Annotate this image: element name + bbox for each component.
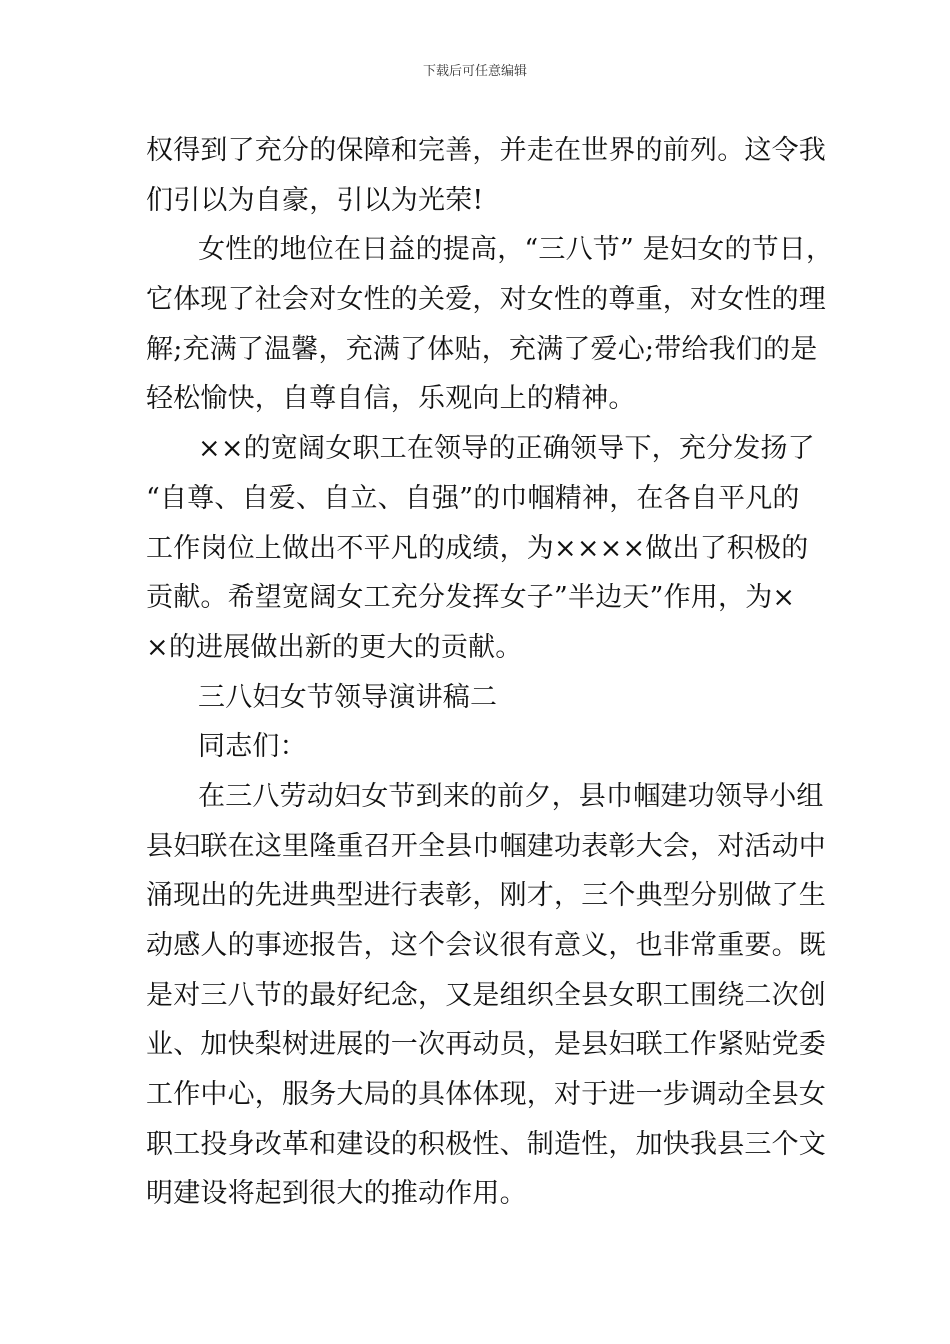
paragraph-start-line: 在三八劳动妇女节到来的前夕，县巾帼建功领导小组: [198, 780, 824, 812]
text-line: 工作中心，服务大局的具体体现，对于进一步调动全县女: [146, 1079, 826, 1111]
text-line: 们引以为自豪，引以为光荣!: [146, 184, 484, 216]
text-line: “自尊、自爱、自立、自强”的巾帼精神，在各自平凡的: [146, 482, 800, 514]
paragraph-start-line: ××的宽阔女职工在领导的正确领导下，充分发扬了: [198, 433, 815, 465]
text-line: 轻松愉快，自尊自信，乐观向上的精神。: [146, 383, 636, 415]
salutation: 同志们：: [198, 731, 307, 763]
text-line: 县妇联在这里隆重召开全县巾帼建功表彰大会，对活动中: [146, 830, 826, 862]
section-title: 三八妇女节领导演讲稿二: [198, 681, 498, 713]
text-line: ×的进展做出新的更大的贡献。: [146, 631, 523, 663]
text-line: 明建设将起到很大的推动作用。: [146, 1178, 527, 1210]
text-line: 贡献。希望宽阔女工充分发挥女子”半边天”作用，为×: [146, 582, 796, 614]
text-line: 权得到了充分的保障和完善，并走在世界的前列。这令我: [146, 135, 826, 166]
text-line: 它体现了社会对女性的关爱，对女性的尊重，对女性的理: [146, 284, 826, 316]
page-header-note: 下载后可任意编辑: [422, 64, 527, 79]
text-line: 解;充满了温馨，充满了体贴，充满了爱心;带给我们的是: [146, 333, 818, 365]
document-body: [146, 126, 834, 1219]
paragraph-start-line: 女性的地位在日益的提高，“三八节” 是妇女的节日，: [198, 234, 834, 266]
text-line: 业、加快梨树进展的一次再动员，是县妇联工作紧贴党委: [146, 1029, 826, 1061]
text-line: 职工投身改革和建设的积极性、制造性，加快我县三个文: [146, 1128, 826, 1160]
text-line: 动感人的事迹报告，这个会议很有意义，也非常重要。既: [146, 930, 826, 961]
text-line: 是对三八节的最好纪念，又是组织全县女职工围绕二次创: [146, 979, 826, 1011]
text-line: 工作岗位上做出不平凡的成绩，为××××做出了积极的: [146, 532, 809, 564]
text-line: 涌现出的先进典型进行表彰，刚才，三个典型分别做了生: [146, 880, 826, 912]
